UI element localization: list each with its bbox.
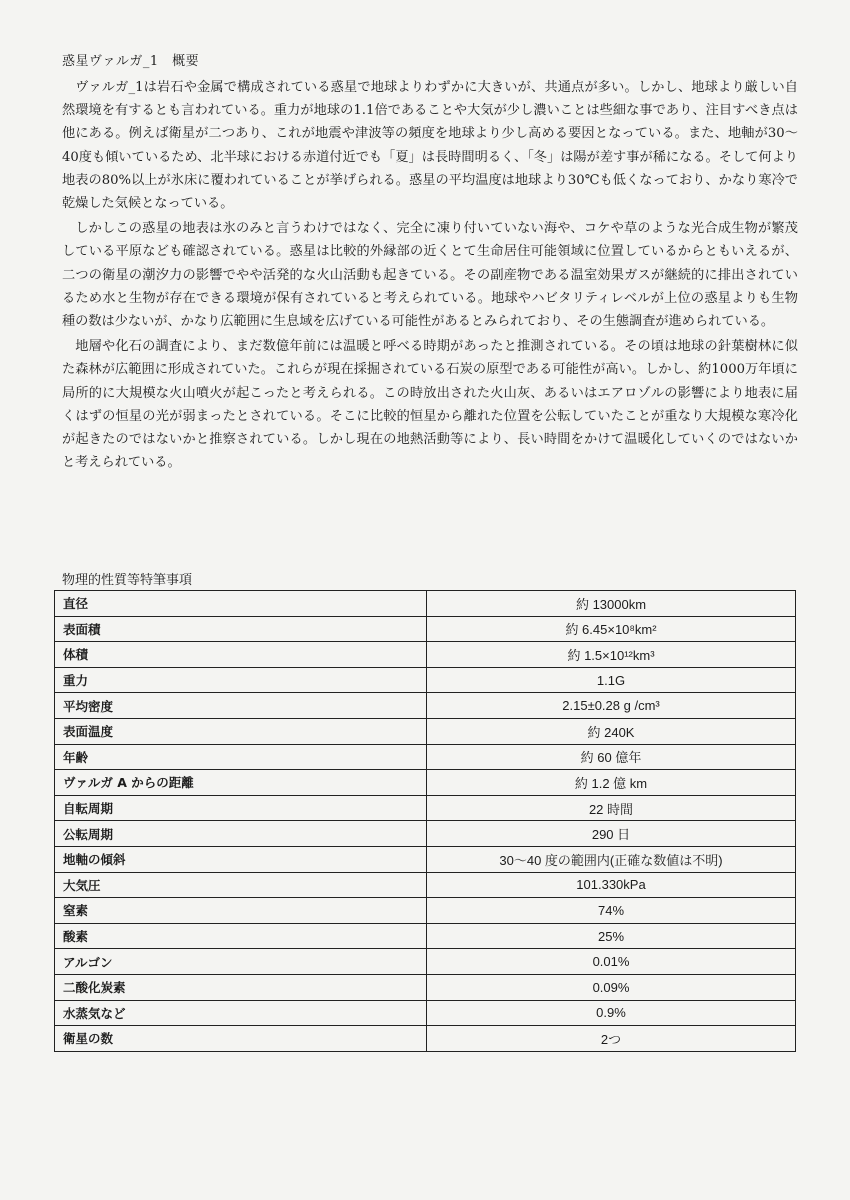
table-row — [55, 949, 796, 975]
property-value: 0.09% — [427, 974, 796, 1000]
table-row — [55, 718, 796, 744]
table-row — [55, 872, 796, 898]
property-value: 約 1.5×10¹²km³ — [427, 642, 796, 668]
table-row — [55, 616, 796, 642]
table-row — [55, 1000, 796, 1026]
property-name: 表面積 — [55, 616, 427, 642]
property-name: 窒素 — [55, 898, 427, 924]
paragraph: しかしこの惑星の地表は氷のみと言うわけではなく、完全に凍り付いていない海や、コケや草のような光合成生物が繁茂している平原なども確認されている。惑星は比較的外縁部の近くとて生命居住可能領域に位置しているからともいえるが、二つの衛星の潮汐力の影響でやや活発的な火山活動も起きている。その副産物である温室効果ガスが継続的に排出されているため水と生物が存在できる環境が保有されていると考えられている。地球やハビタリティレベルが上位の惑星よりも生物種の数は少ないが、かなり広範囲に生息域を広げている可能性があるとみられており、その生態調査が進められている。 — [62, 221, 798, 330]
property-name: 二酸化炭素 — [55, 974, 427, 1000]
property-value: 22 時間 — [427, 795, 796, 821]
property-value: 約 240K — [427, 718, 796, 744]
property-value: 約 6.45×10⁸km² — [427, 616, 796, 642]
table-row — [55, 667, 796, 693]
table-row — [55, 898, 796, 924]
table-row — [55, 923, 796, 949]
table-row — [55, 821, 796, 847]
property-name: 自転周期 — [55, 795, 427, 821]
property-name: 酸素 — [55, 923, 427, 949]
property-name: 公転周期 — [55, 821, 427, 847]
property-name: 重力 — [55, 667, 427, 693]
property-name: 年齢 — [55, 744, 427, 770]
property-value: 1.1G — [427, 667, 796, 693]
property-value: 2つ — [427, 1026, 796, 1052]
property-name: ヴァルガ A からの距離 — [55, 770, 427, 796]
property-name: 衛星の数 — [55, 1026, 427, 1052]
property-value: 30～40 度の範囲内(正確な数値は不明) — [427, 846, 796, 872]
property-value: 約 13000km — [427, 591, 796, 617]
table-row — [55, 591, 796, 617]
property-value: 25% — [427, 923, 796, 949]
table-row — [55, 795, 796, 821]
property-name: 平均密度 — [55, 693, 427, 719]
table-row — [55, 846, 796, 872]
property-name: アルゴン — [55, 949, 427, 975]
property-name: 直径 — [55, 591, 427, 617]
body-text — [62, 76, 798, 476]
property-value: 101.330kPa — [427, 872, 796, 898]
property-value: 2.15±0.28 g /cm³ — [427, 693, 796, 719]
property-name: 水蒸気など — [55, 1000, 427, 1026]
table-row — [55, 1026, 796, 1052]
property-name: 地軸の傾斜 — [55, 846, 427, 872]
property-name: 表面温度 — [55, 718, 427, 744]
table-row — [55, 642, 796, 668]
property-value: 290 日 — [427, 821, 796, 847]
document-title: 惑星ヴァルガ_1 概要 — [62, 54, 200, 69]
paragraph: 地層や化石の調査により、まだ数億年前には温暖と呼べる時期があったと推測されている。その頃は地球の針葉樹林に似た森林が広範囲に形成されていた。これらが現在採掘されている石炭の原型である可能性が高い。しかし、約1000万年頃に局所的に大規模な火山噴火が起こったと考えられる。この時放出された火山灰、あるいはエアロゾルの影響により地表に届くはずの恒星の光が弱まったとされている。そこに比較的恒星から離れた位置を公転していたことが重なり大規模な寒冷化が起きたのではないかと推察されている。しかし現在の地熱活動等により、長い時間をかけて温暖化していくのではないかと考えられている。 — [62, 339, 798, 471]
property-name: 体積 — [55, 642, 427, 668]
property-value: 74% — [427, 898, 796, 924]
paragraph: ヴァルガ_1は岩石や金属で構成されている惑星で地球よりわずかに大きいが、共通点が多い。しかし、地球より厳しい自然環境を有するとも言われている。重力が地球の1.1倍であることや大気が少し濃いことは些細な事であり、注目すべき点は他にある。例えば衛星が二つあり、これが地震や津波等の頻度を地球より少し高める要因となっている。また、地軸が30～40度も傾いているため、北半球における赤道付近でも「夏」は長時間明るく、「冬」は陽が差す事が稀になる。そして何より地表の80%以上が氷床に覆われていることが挙げられる。惑星の平均温度は地球より30℃も低くなっており、かなり寒冷で乾燥した気候となっている。 — [62, 80, 798, 212]
table-row — [55, 693, 796, 719]
table-row — [55, 974, 796, 1000]
property-value: 0.9% — [427, 1000, 796, 1026]
table-row — [55, 770, 796, 796]
table-caption: 物理的性質等特筆事項 — [62, 573, 193, 588]
property-name: 大気圧 — [55, 872, 427, 898]
property-value: 0.01% — [427, 949, 796, 975]
table-row — [55, 744, 796, 770]
property-value: 約 60 億年 — [427, 744, 796, 770]
property-value: 約 1.2 億 km — [427, 770, 796, 796]
properties-table — [54, 590, 796, 1052]
